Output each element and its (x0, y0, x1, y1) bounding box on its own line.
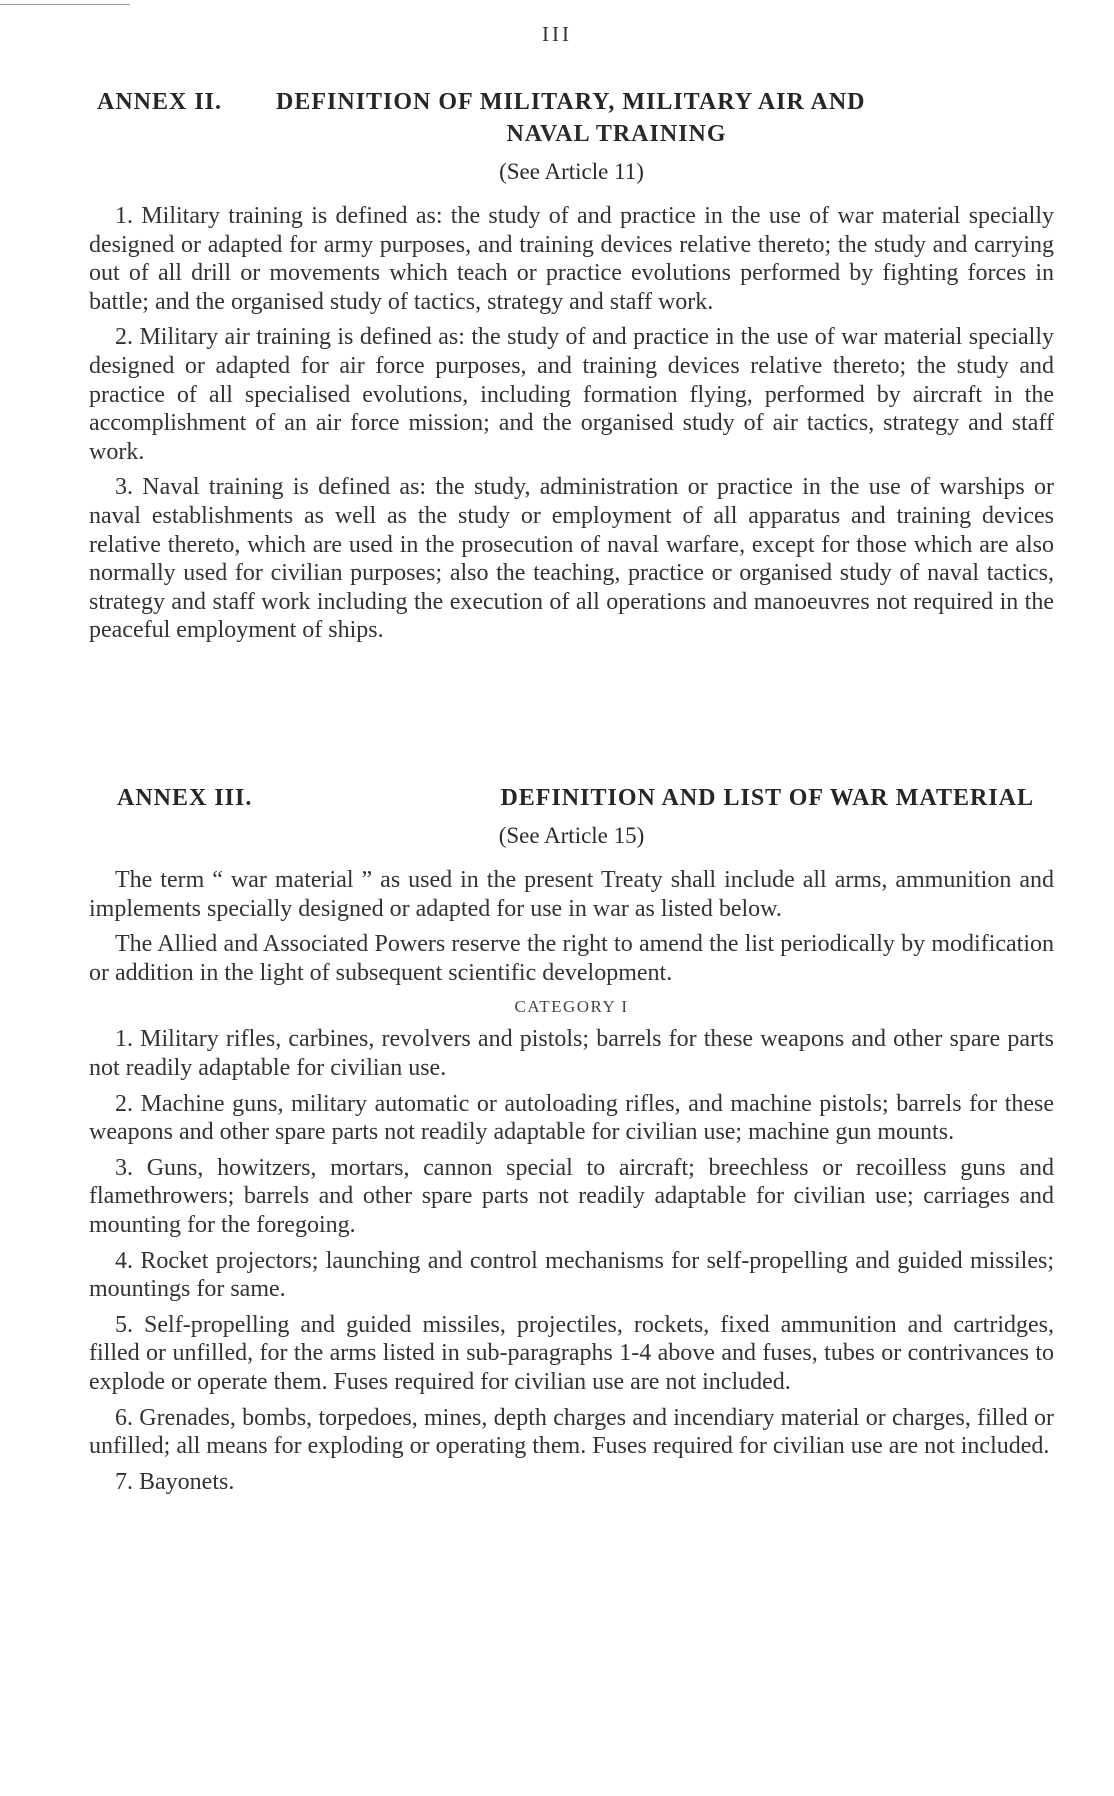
category-item-2: 2. Machine guns, military automatic or autoloading rifles, and machine pistols; barrels for these weapons and other spare parts not readily adaptable for civilian use; machine gun mounts. (89, 1090, 1054, 1146)
category-heading: CATEGORY I (514, 997, 629, 1017)
annex-3-section (89, 782, 1054, 1503)
annex-2-see-article: (See Article 11) (499, 159, 644, 184)
annex-3-heading (89, 782, 1054, 814)
annex-2-heading (89, 86, 1054, 118)
annex-3-see-article: (See Article 15) (498, 823, 645, 848)
annex-3-title: DEFINITION AND LIST OF WAR MATERIAL (500, 785, 1034, 811)
page-number: III (542, 22, 572, 46)
annex-3-intro-2: The Allied and Associated Powers reserve the right to amend the list periodically by modification or addition in the light of subsequent scientific development. (89, 931, 1054, 986)
category-item-5: 5. Self-propelling and guided missiles, projectiles, rockets, fixed ammunition and cartridges, filled or unfilled, for the arms listed in sub-paragraphs 1-4 above and fuses, tubes or contrivances to explode or operate them. Fuses required for civilian use are not included. (89, 1311, 1054, 1395)
annex-2-paragraph-1: 1. Military training is defined as: the study of and practice in the use of war material specially designed or adapted for army purposes, and training devices relative thereto; the study and carrying out of all drill or movements which teach or practice evolutions performed by fighting forces in battle; and the organised study of tactics, strategy and staff work. (89, 203, 1054, 315)
category-item-3: 3. Guns, howitzers, mortars, cannon special to aircraft; breechless or recoilless guns and flamethrowers; barrels and other spare parts not readily adaptable for civilian use; carriages and mounting for the foregoing. (89, 1154, 1054, 1238)
annex-2-paragraph-3: 3. Naval training is defined as: the study, administration or practice in the use of warships or naval establishments as well as the study or employment of all apparatus and training devices relative thereto, which are used in the prosecution of naval warfare, except for those which are also normally used for civilian purposes; also the teaching, practice or organised study of naval tactics, strategy and staff work including the execution of all operations and manoeuvres not required in the peaceful employment of ships. (89, 474, 1054, 644)
top-rule (0, 4, 130, 5)
category-item-6: 6. Grenades, bombs, torpedoes, mines, depth charges and incendiary material or charges, filled or unfilled; all means for exploding or operating them. Fuses required for civilian use are not included. (89, 1404, 1054, 1460)
category-item-4: 4. Rocket projectors; launching and control mechanisms for self-propelling and guided missiles; mountings for same. (89, 1247, 1054, 1303)
annex-3-label: ANNEX III. (117, 785, 253, 811)
category-item-7: 7. Bayonets. (115, 1468, 235, 1495)
category-item-1: 1. Military rifles, carbines, revolvers and pistols; barrels for these weapons and other spare parts not readily adaptable for civilian use. (89, 1026, 1054, 1081)
annex-2-section (89, 86, 1054, 652)
annex-2-label: ANNEX II. (97, 89, 223, 115)
annex-2-paragraph-2: 2. Military air training is defined as: the study of and practice in the use of war material specially designed or adapted for air force purposes, and training devices relative thereto; the study and practice of all specialised evolutions, including formation flying, performed by aircraft in the accomplishment of an air force mission; and the organised study of air tactics, strategy and staff work. (89, 324, 1054, 465)
annex-3-intro-1: The term “ war material ” as used in the present Treaty shall include all arms, ammunition and implements specially designed or adapted for use in war as listed below. (89, 867, 1054, 922)
annex-2-title-line2: NAVAL TRAINING (506, 121, 727, 147)
annex-2-title-line1: DEFINITION OF MILITARY, MILITARY AIR AND (276, 89, 866, 115)
